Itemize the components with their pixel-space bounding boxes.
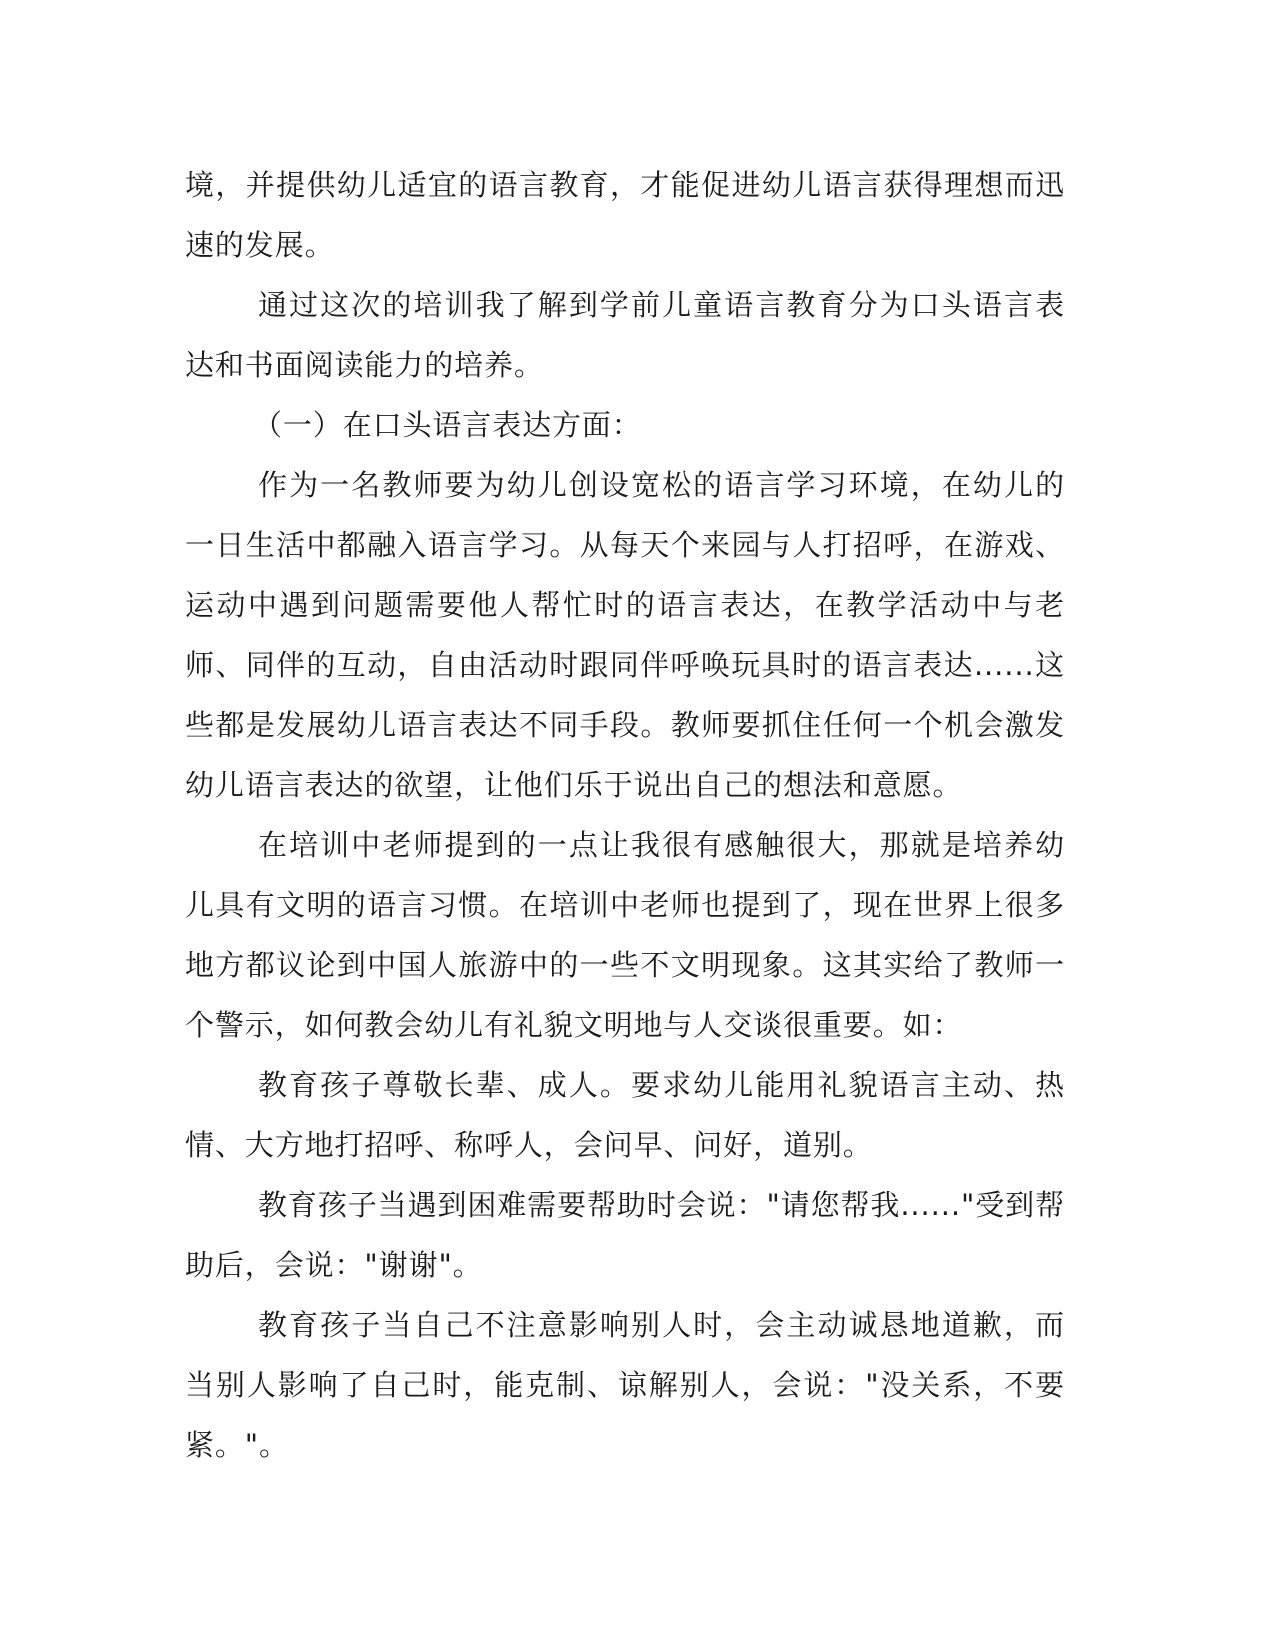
paragraph-apology: 教育孩子当自己不注意影响别人时，会主动诚恳地道歉，而当别人影响了自己时，能克制、谅解别人，会说："没关系，不要紧。"。 xyxy=(185,1308,1065,1462)
section-heading-oral-expression: （一）在口头语言表达方面： xyxy=(253,408,642,442)
paragraph-respect-elders: 教育孩子尊敬长辈、成人。要求幼儿能用礼貌语言主动、热情、大方地打招呼、称呼人，会问早、问好，道别。 xyxy=(185,1068,1065,1162)
paragraph-asking-help: 教育孩子当遇到困难需要帮助时会说："请您帮我......"受到帮助后，会说："谢谢"。 xyxy=(185,1188,1065,1282)
document-body xyxy=(185,155,1065,1475)
paragraph-learning-environment: 作为一名教师要为幼儿创设宽松的语言学习环境，在幼儿的一日生活中都融入语言学习。从每天个来园与人打招呼，在游戏、运动中遇到问题需要他人帮忙时的语言表达，在教学活动中与老师、同伴的互动，自由活动时跟同伴呼唤玩具时的语言表达......这些都是发展幼儿语言表达不同手段。教师要抓住任何一个机会激发幼儿语言表达的欲望，让他们乐于说出自己的想法和意愿。 xyxy=(185,468,1065,802)
paragraph-continuation: 境，并提供幼儿适宜的语言教育，才能促进幼儿语言获得理想而迅速的发展。 xyxy=(185,168,1065,262)
paragraph-civilized-language: 在培训中老师提到的一点让我很有感触很大，那就是培养幼儿具有文明的语言习惯。在培训中老师也提到了，现在世界上很多地方都议论到中国人旅游中的一些不文明现象。这其实给了教师一个警示，如何教会幼儿有礼貌文明地与人交谈很重要。如： xyxy=(185,828,1065,1042)
paragraph-training-intro: 通过这次的培训我了解到学前儿童语言教育分为口头语言表达和书面阅读能力的培养。 xyxy=(185,288,1065,382)
